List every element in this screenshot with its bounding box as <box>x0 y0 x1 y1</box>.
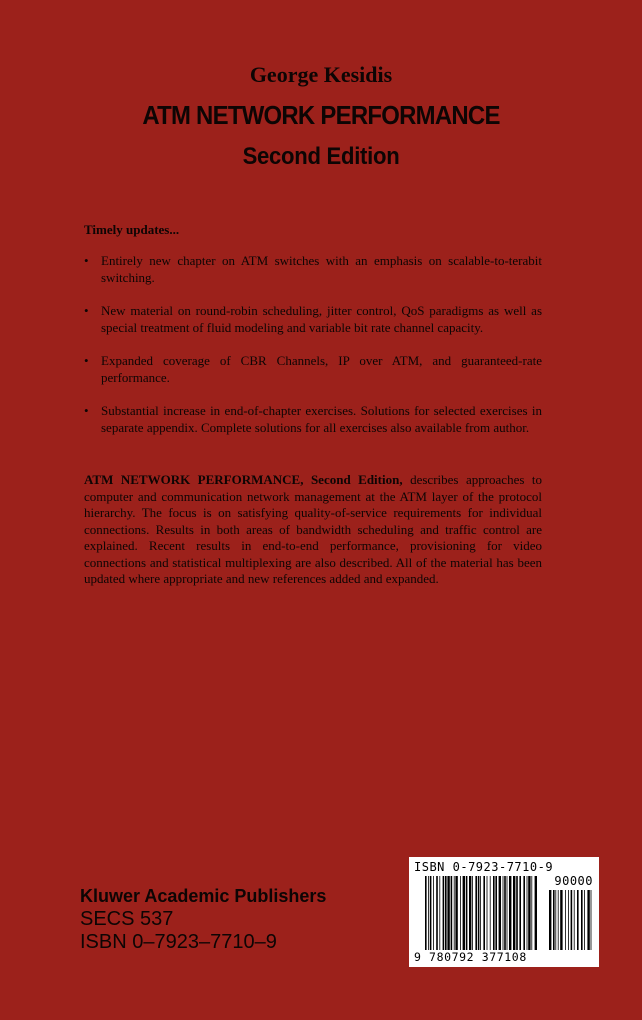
update-item-text: Substantial increase in end-of-chapter exercises. Solutions for selected exercises in separate appendix. Complete solutions for all exercises also available from author. <box>101 403 542 435</box>
author-name: George Kesidis <box>249 62 393 87</box>
description-lead: ATM NETWORK PERFORMANCE, Second Edition, <box>84 472 403 487</box>
book-title: ATM NETWORK PERFORMANCE <box>142 100 500 130</box>
bullet-icon: • <box>84 303 89 318</box>
bullet-icon: • <box>84 353 89 368</box>
description-body: describes approaches to computer and communication network management at the ATM layer of the protocol hierarchy. The focus is on satisfying quality-of-service requirements for individual connections. Results in both areas of bandwidth scheduling and traffic control are explained. Recent results in end-to-end performance, provisioning for video connections and statistical multiplexing are also described. All of the material has been updated where appropriate and new references added and expanded. <box>84 472 543 586</box>
update-item-text: New material on round-robin scheduling, jitter control, QoS paradigms as well as special treatment of fluid modeling and variable bit rate channel capacity. <box>101 303 542 335</box>
publisher-block <box>80 885 326 954</box>
barcode-isbn-label: ISBN 0-7923-7710-9 <box>414 860 554 874</box>
update-item-text: Entirely new chapter on ATM switches with an emphasis on scalable-to-terabit switching. <box>101 253 542 285</box>
update-item <box>84 353 542 386</box>
isbn-text: ISBN 0–7923–7710–9 <box>80 931 277 953</box>
bullet-icon: • <box>84 403 89 418</box>
update-item <box>84 253 542 286</box>
series-number: SECS 537 <box>80 908 174 930</box>
description-paragraph <box>84 472 542 588</box>
barcode-ean-digits: 9 780792 377108 <box>414 950 527 964</box>
updates-list <box>84 253 542 453</box>
barcode-box <box>409 857 599 967</box>
update-item <box>84 403 542 436</box>
bullet-icon: • <box>84 253 89 268</box>
publisher-name: Kluwer Academic Publishers <box>80 886 327 906</box>
update-item-text: Expanded coverage of CBR Channels, IP over ATM, and guaranteed-rate performance. <box>101 353 542 385</box>
update-item <box>84 303 542 336</box>
updates-heading: Timely updates... <box>84 222 180 237</box>
barcode-price-code: 90000 <box>554 874 593 888</box>
book-edition: Second Edition <box>242 143 400 170</box>
